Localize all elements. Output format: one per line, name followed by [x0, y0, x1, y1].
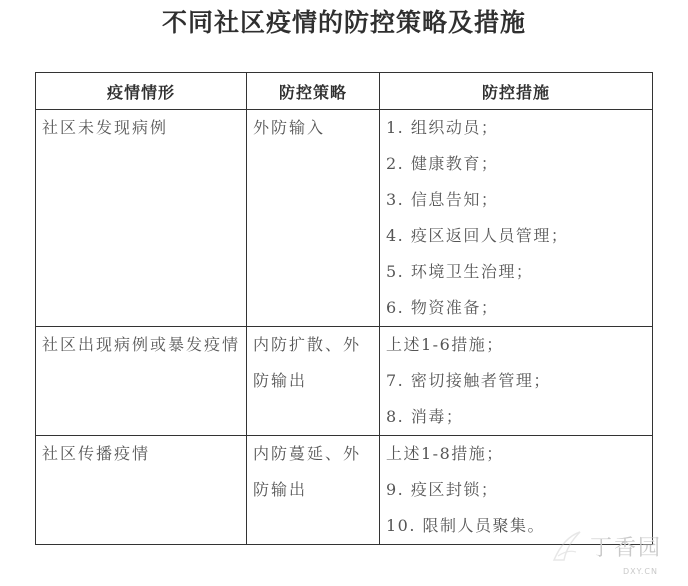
measure-item: 7. 密切接触者管理；	[386, 371, 551, 390]
strategy-text: 内防蔓延、外防输出	[253, 444, 362, 499]
strategy-cell	[247, 110, 380, 327]
header-strategy: 防控策略	[247, 73, 380, 110]
strategy-text: 内防扩散、外防输出	[253, 335, 362, 390]
strategy-cell	[247, 436, 380, 545]
situation-text: 社区出现病例或暴发疫情	[42, 335, 241, 354]
situation-cell	[36, 327, 247, 436]
measures-list	[380, 327, 652, 435]
document-title: 不同社区疫情的防控策略及措施	[161, 8, 526, 37]
measure-item: 上述1-6措施；	[386, 335, 504, 354]
watermark-subtext: DXY.CN	[622, 567, 658, 576]
table-row	[36, 327, 653, 436]
table-row	[36, 110, 653, 327]
measure-item: 上述1-8措施；	[386, 444, 504, 463]
measure-item: 1. 组织动员；	[386, 118, 499, 137]
situation-cell	[36, 436, 247, 545]
measure-item: 4. 疫区返回人员管理；	[386, 226, 569, 245]
measure-item: 3. 信息告知；	[386, 190, 499, 209]
measure-item: 8. 消毒；	[386, 407, 464, 426]
policy-table	[35, 72, 653, 545]
measures-cell	[380, 327, 653, 436]
measure-item: 10. 限制人员聚集。	[386, 516, 546, 535]
measures-cell	[380, 110, 653, 327]
measure-item: 2. 健康教育；	[386, 154, 499, 173]
measure-item: 5. 环境卫生治理；	[386, 262, 534, 281]
measure-item: 9. 疫区封锁；	[386, 480, 499, 499]
situation-text: 社区未发现病例	[42, 118, 169, 137]
table-header-row	[36, 73, 653, 110]
watermark-text: 丁香园	[589, 536, 662, 561]
header-situation: 疫情情形	[36, 73, 247, 110]
measure-item: 6. 物资准备；	[386, 298, 499, 317]
situation-text: 社区传播疫情	[42, 444, 151, 463]
measures-list	[380, 110, 652, 326]
strategy-text: 外防输入	[253, 118, 326, 137]
header-measures: 防控措施	[380, 73, 653, 110]
situation-cell	[36, 110, 247, 327]
strategy-cell	[247, 327, 380, 436]
